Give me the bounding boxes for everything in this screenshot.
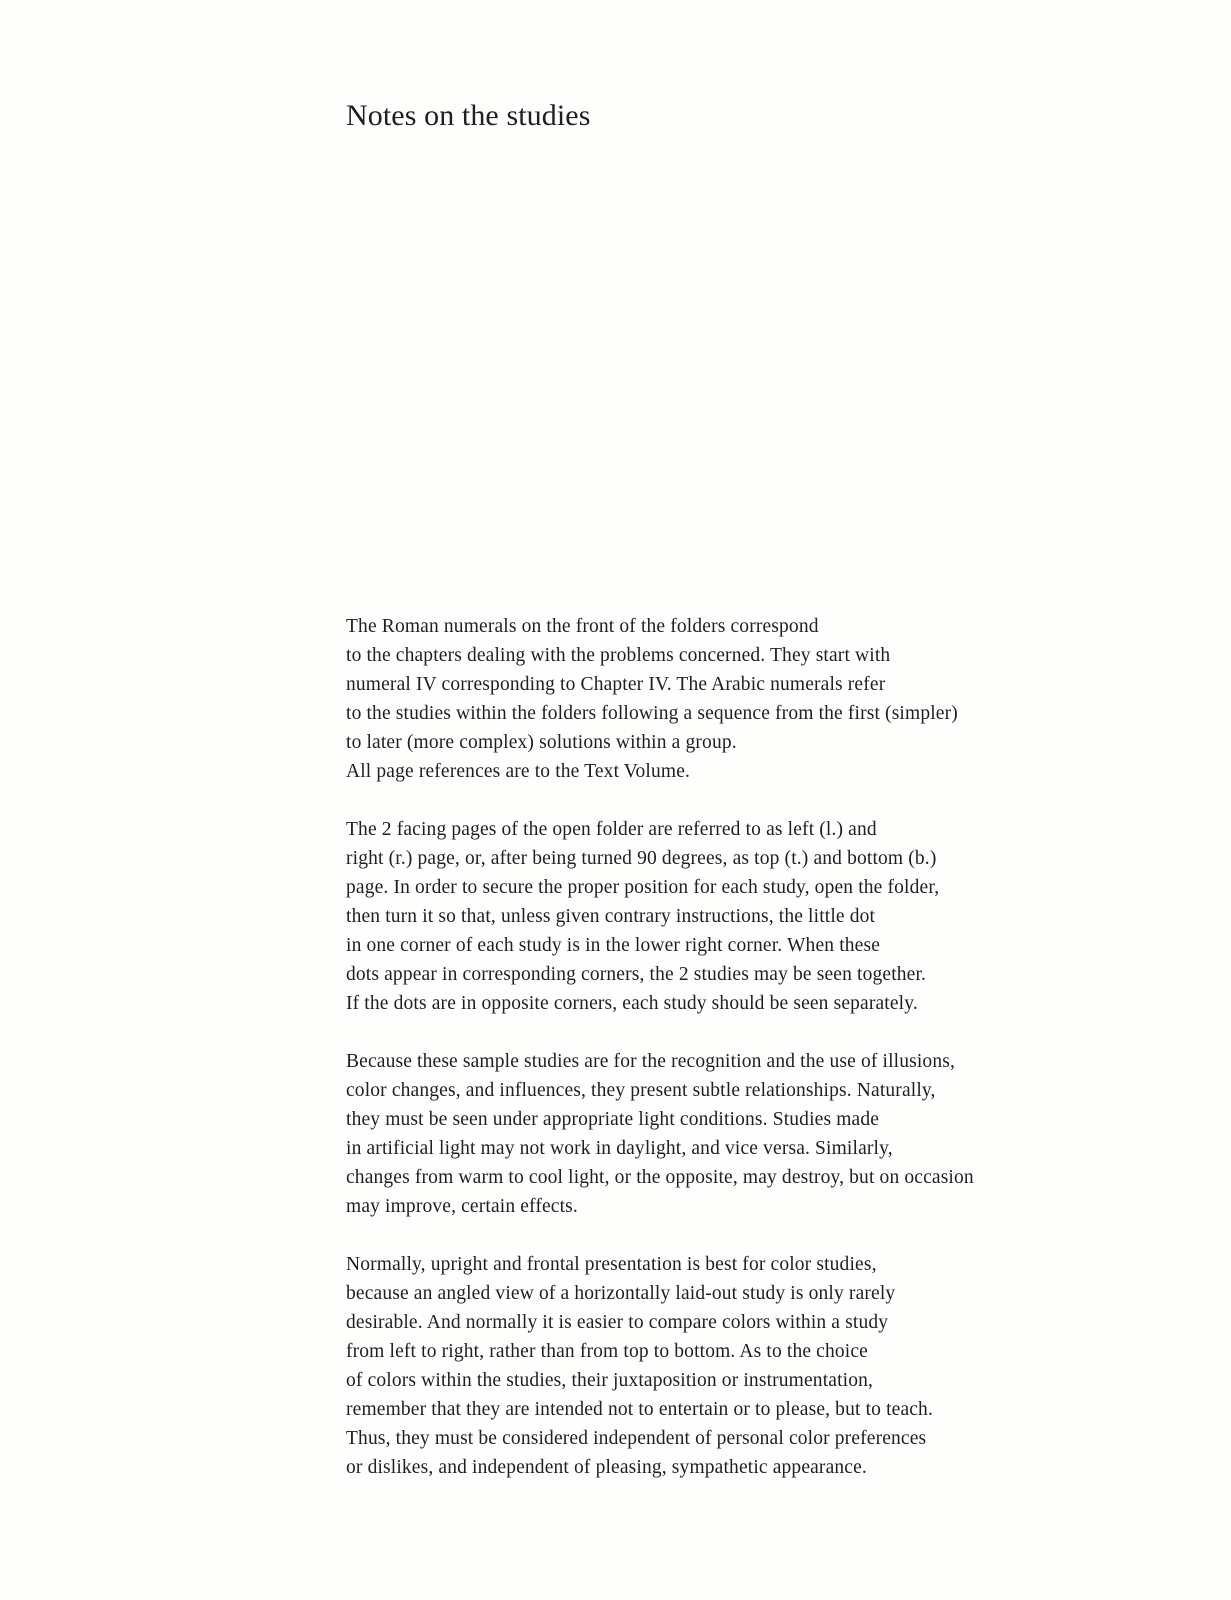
text-line: right (r.) page, or, after being turned 90 degrees, as top (t.) and bottom (b.) (346, 848, 937, 869)
text-line: to later (more complex) solutions within a group. (346, 732, 737, 753)
text-line: from left to right, rather than from top to bottom. As to the choice (346, 1341, 868, 1362)
text-line: changes from warm to cool light, or the opposite, may destroy, but on occasion (346, 1167, 974, 1188)
text-line: remember that they are intended not to entertain or to please, but to teach. (346, 1399, 933, 1420)
paragraph-folder-numbering (346, 612, 1046, 786)
text-line: Normally, upright and frontal presentation is best for color studies, (346, 1254, 877, 1275)
text-line: then turn it so that, unless given contrary instructions, the little dot (346, 906, 876, 927)
text-line: desirable. And normally it is easier to compare colors within a study (346, 1312, 889, 1333)
text-line: dots appear in corresponding corners, the 2 studies may be seen together. (346, 964, 927, 985)
body-text (346, 612, 1046, 1511)
text-line: The Roman numerals on the front of the folders correspond (346, 616, 819, 637)
text-line: in artificial light may not work in daylight, and vice versa. Similarly, (346, 1138, 893, 1159)
text-line: numeral IV corresponding to Chapter IV. The Arabic numerals refer (346, 674, 886, 695)
text-line: If the dots are in opposite corners, each study should be seen separately. (346, 993, 918, 1014)
text-line: to the studies within the folders following a sequence from the first (simpler) (346, 703, 958, 724)
text-line: they must be seen under appropriate light conditions. Studies made (346, 1109, 880, 1130)
text-line: because an angled view of a horizontally laid-out study is only rarely (346, 1283, 896, 1304)
text-line: Thus, they must be considered independent of personal color preferences (346, 1428, 927, 1449)
text-line: All page references are to the Text Volume. (346, 761, 691, 782)
text-line: in one corner of each study is in the lower right corner. When these (346, 935, 881, 956)
paragraph-light-conditions (346, 1047, 1046, 1221)
text-line: color changes, and influences, they present subtle relationships. Naturally, (346, 1080, 936, 1101)
text-line: to the chapters dealing with the problems concerned. They start with (346, 645, 891, 666)
paragraph-page-orientation (346, 815, 1046, 1018)
text-line: The 2 facing pages of the open folder are referred to as left (l.) and (346, 819, 877, 840)
page-title: Notes on the studies (346, 99, 591, 132)
text-line: of colors within the studies, their juxtaposition or instrumentation, (346, 1370, 874, 1391)
text-line: Because these sample studies are for the recognition and the use of illusions, (346, 1051, 955, 1072)
text-line: or dislikes, and independent of pleasing, sympathetic appearance. (346, 1457, 867, 1478)
text-line: page. In order to secure the proper position for each study, open the folder, (346, 877, 940, 898)
paragraph-presentation (346, 1250, 1046, 1482)
text-line: may improve, certain effects. (346, 1196, 578, 1217)
